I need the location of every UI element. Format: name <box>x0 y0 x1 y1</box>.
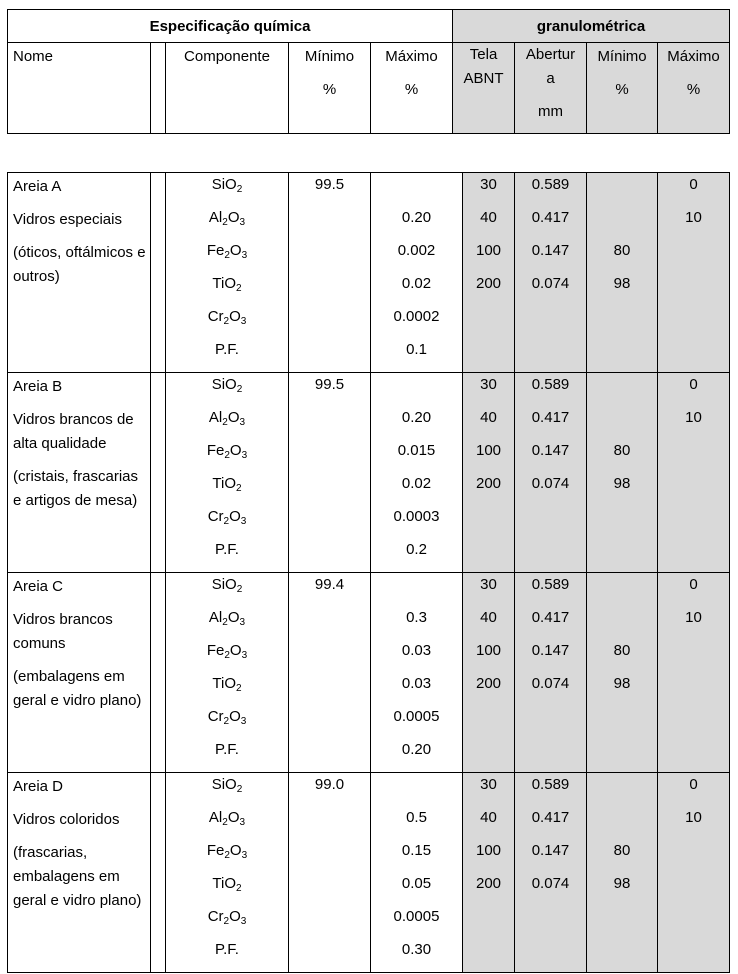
component-cell <box>166 573 289 773</box>
component-name: TiO$_2$ <box>212 675 242 694</box>
abertura-cell-value: 0.147 <box>531 842 570 859</box>
gran-minimo-cell-value <box>587 173 657 206</box>
component-name: P.F. <box>215 341 239 358</box>
minimo-cell-value <box>289 639 370 672</box>
minimo-cell-value <box>289 872 370 905</box>
maximo-cell <box>371 573 463 773</box>
maximo-cell-value: 0.15 <box>401 842 432 859</box>
minimo-cell <box>289 773 371 973</box>
gran-maximo-cell-value: 10 <box>685 609 702 626</box>
minimo-cell-value <box>289 406 370 439</box>
abertura-cell-value: 0.589 <box>531 176 570 193</box>
abertura-cell-value: 0.074 <box>531 475 570 492</box>
maximo-cell-value: 0.2 <box>406 541 427 558</box>
abertura-cell <box>515 173 587 373</box>
maximo-cell-value: 0.1 <box>406 341 427 358</box>
abertura-cell-value: 0.417 <box>531 409 570 426</box>
maximo-cell-value: 0.0005 <box>393 908 440 925</box>
gran-minimo-cell-value <box>587 606 657 639</box>
maximo-cell-value: 0.02 <box>401 475 432 492</box>
minimo-cell <box>289 173 371 373</box>
maximo-cell-value: 0.5 <box>406 809 427 826</box>
tela-cell <box>463 573 515 773</box>
col-tela-abnt: Tela ABNT <box>453 43 515 134</box>
group-name: Areia B <box>13 378 63 395</box>
component-name: $Al_2O_3$ <box>208 209 246 228</box>
gran-maximo-cell-value <box>658 639 729 672</box>
maximo-cell-value: 0.3 <box>406 609 427 626</box>
group-description: (embalagens em geral e vidro plano) <box>13 668 142 709</box>
gran-minimo-cell <box>587 573 658 773</box>
group-name: Areia C <box>13 578 64 595</box>
gran-minimo-cell-value <box>587 206 657 239</box>
minimo-cell-value <box>289 839 370 872</box>
tela-cell-value: 100 <box>475 842 502 859</box>
minimo-cell-value <box>289 439 370 472</box>
tela-cell-value: 30 <box>480 576 497 593</box>
group-description: Vidros coloridos <box>13 811 120 828</box>
gran-minimo-cell-value: 80 <box>613 442 631 459</box>
minimo-cell-value: 99.0 <box>314 776 345 793</box>
group-description: (cristais, frascarias e artigos de mesa) <box>13 468 139 509</box>
maximo-cell-value: 0.03 <box>401 642 432 659</box>
gran-maximo-cell-value: 10 <box>685 209 702 226</box>
gran-minimo-cell-value <box>587 406 657 439</box>
tela-cell-value: 200 <box>475 275 502 292</box>
tela-cell-value: 30 <box>480 376 497 393</box>
minimo-cell <box>289 573 371 773</box>
gran-maximo-cell-value: 10 <box>685 809 702 826</box>
gran-minimo-cell-value <box>587 806 657 839</box>
group-description: (frascarias, embalagens em geral e vidro plano) <box>13 844 142 909</box>
component-name: $Fe_2O_3$ <box>206 242 248 261</box>
component-name: SiO$_2$ <box>211 576 243 595</box>
maximo-cell <box>371 173 463 373</box>
component-name: TiO$_2$ <box>212 475 242 494</box>
component-cell <box>166 773 289 973</box>
gran-minimo-cell-value: 80 <box>613 242 631 259</box>
spacer-cell <box>151 173 166 373</box>
abertura-cell-value: 0.589 <box>531 776 570 793</box>
maximo-cell-value: 0.20 <box>401 409 432 426</box>
col-nome: Nome <box>8 43 151 134</box>
minimo-cell-value: 99.4 <box>314 576 345 593</box>
maximo-cell-value: 0.002 <box>397 242 436 259</box>
group-description: Vidros brancos comuns <box>13 611 113 652</box>
tela-cell-value: 100 <box>475 442 502 459</box>
gran-minimo-cell-value: 98 <box>613 275 631 292</box>
group-name-cell <box>8 773 151 973</box>
component-cell <box>166 173 289 373</box>
tela-cell-value: 40 <box>480 809 497 826</box>
gran-minimo-cell-value: 98 <box>613 475 631 492</box>
header-table <box>7 9 730 134</box>
abertura-cell-value: 0.147 <box>531 642 570 659</box>
component-name: $Fe_2O_3$ <box>206 842 248 861</box>
maximo-cell-value: 0.0003 <box>393 508 440 525</box>
tela-cell-value: 30 <box>480 776 497 793</box>
data-table <box>7 172 730 973</box>
table-row <box>8 773 730 973</box>
minimo-cell <box>289 373 371 573</box>
group-name-cell <box>8 373 151 573</box>
abertura-cell-value: 0.417 <box>531 209 570 226</box>
component-name: TiO$_2$ <box>212 875 242 894</box>
col-maximo: Máximo % <box>371 43 453 134</box>
maximo-cell-value: 0.30 <box>401 941 432 958</box>
minimo-cell-value <box>289 505 370 538</box>
gran-minimo-cell-value <box>587 573 657 606</box>
gran-minimo-cell-value: 80 <box>613 842 631 859</box>
minimo-cell-value: 99.5 <box>314 376 345 393</box>
component-name: SiO$_2$ <box>211 776 243 795</box>
maximo-cell <box>371 773 463 973</box>
abertura-cell-value: 0.147 <box>531 242 570 259</box>
component-name: $Fe_2O_3$ <box>206 442 248 461</box>
maximo-cell-value: 0.0002 <box>393 308 440 325</box>
gran-maximo-cell-value <box>658 472 729 505</box>
group-name: Areia D <box>13 778 64 795</box>
minimo-cell-value <box>289 905 370 938</box>
tela-cell-value: 40 <box>480 209 497 226</box>
gran-maximo-cell <box>658 573 730 773</box>
tela-cell-value: 100 <box>475 242 502 259</box>
maximo-cell-value: 0.20 <box>401 741 432 758</box>
col-abertura: Abertur a mm <box>515 43 587 134</box>
spacer-cell <box>151 773 166 973</box>
component-name: $Cr_2O_3$ <box>207 908 247 927</box>
abertura-cell-value: 0.417 <box>531 809 570 826</box>
gran-minimo-cell-value <box>587 773 657 806</box>
gran-maximo-cell-value: 0 <box>689 376 698 393</box>
col-gran-maximo: Máximo % <box>658 43 730 134</box>
group-name: Areia A <box>13 178 62 195</box>
minimo-cell-value <box>289 806 370 839</box>
gran-maximo-cell <box>658 373 730 573</box>
component-cell <box>166 373 289 573</box>
minimo-cell-value <box>289 538 370 571</box>
minimo-cell-value <box>289 738 370 771</box>
col-gran-minimo: Mínimo % <box>587 43 658 134</box>
component-name: P.F. <box>215 741 239 758</box>
abertura-cell <box>515 373 587 573</box>
col-componente: Componente <box>166 43 289 134</box>
component-name: SiO$_2$ <box>211 176 243 195</box>
gran-maximo-cell-value: 0 <box>689 776 698 793</box>
maximo-cell-value <box>371 173 462 206</box>
gran-maximo-cell <box>658 773 730 973</box>
group-description: Vidros brancos de alta qualidade <box>13 411 134 452</box>
abertura-cell <box>515 773 587 973</box>
gran-minimo-cell <box>587 373 658 573</box>
table-row <box>8 173 730 373</box>
maximo-cell-value: 0.02 <box>401 275 432 292</box>
component-name: $Fe_2O_3$ <box>206 642 248 661</box>
abertura-cell-value: 0.417 <box>531 609 570 626</box>
table-row <box>8 373 730 573</box>
gran-maximo-cell-value <box>658 672 729 705</box>
component-name: $Al_2O_3$ <box>208 609 246 628</box>
gran-maximo-cell-value <box>658 872 729 905</box>
tela-cell <box>463 373 515 573</box>
component-name: SiO$_2$ <box>211 376 243 395</box>
tela-cell-value: 200 <box>475 475 502 492</box>
abertura-cell-value: 0.074 <box>531 275 570 292</box>
tela-cell <box>463 173 515 373</box>
col-spacer <box>151 43 166 134</box>
maximo-cell-value: 0.015 <box>397 442 436 459</box>
component-name: P.F. <box>215 541 239 558</box>
minimo-cell-value <box>289 472 370 505</box>
tela-cell-value: 40 <box>480 409 497 426</box>
gran-maximo-cell-value <box>658 839 729 872</box>
minimo-cell-value <box>289 272 370 305</box>
minimo-cell-value <box>289 206 370 239</box>
abertura-cell-value: 0.589 <box>531 576 570 593</box>
gran-minimo-cell-value: 98 <box>613 875 631 892</box>
gran-maximo-cell-value <box>658 239 729 272</box>
abertura-cell-value: 0.074 <box>531 875 570 892</box>
maximo-cell-value: 0.05 <box>401 875 432 892</box>
minimo-cell-value: 99.5 <box>314 176 345 193</box>
header-chemical-spec: Especificação química <box>8 10 453 43</box>
maximo-cell-value <box>371 573 462 606</box>
component-name: $Al_2O_3$ <box>208 409 246 428</box>
minimo-cell-value <box>289 938 370 971</box>
maximo-cell-value: 0.20 <box>401 209 432 226</box>
gran-maximo-cell-value: 0 <box>689 576 698 593</box>
maximo-cell <box>371 373 463 573</box>
maximo-cell-value <box>371 373 462 406</box>
table-row <box>8 573 730 773</box>
component-name: $Cr_2O_3$ <box>207 508 247 527</box>
minimo-cell-value <box>289 338 370 371</box>
tela-cell-value: 200 <box>475 875 502 892</box>
gran-minimo-cell <box>587 173 658 373</box>
group-description: (óticos, oftálmicos e outros) <box>13 244 146 285</box>
abertura-cell-value: 0.074 <box>531 675 570 692</box>
gran-minimo-cell <box>587 773 658 973</box>
col-minimo: Mínimo % <box>289 43 371 134</box>
maximo-cell-value: 0.03 <box>401 675 432 692</box>
group-description: Vidros especiais <box>13 211 122 228</box>
minimo-cell-value <box>289 705 370 738</box>
gran-maximo-cell-value: 0 <box>689 176 698 193</box>
component-name: P.F. <box>215 941 239 958</box>
maximo-cell-value <box>371 773 462 806</box>
gran-maximo-cell-value: 10 <box>685 409 702 426</box>
gran-maximo-cell <box>658 173 730 373</box>
tela-cell-value: 100 <box>475 642 502 659</box>
spacer-cell <box>151 573 166 773</box>
gran-minimo-cell-value: 98 <box>613 675 631 692</box>
group-name-cell <box>8 573 151 773</box>
tela-cell-value: 30 <box>480 176 497 193</box>
component-name: $Cr_2O_3$ <box>207 308 247 327</box>
component-name: $Cr_2O_3$ <box>207 708 247 727</box>
tela-cell-value: 200 <box>475 675 502 692</box>
component-name: $Al_2O_3$ <box>208 809 246 828</box>
gran-maximo-cell-value <box>658 272 729 305</box>
abertura-cell <box>515 573 587 773</box>
minimo-cell-value <box>289 606 370 639</box>
minimo-cell-value <box>289 305 370 338</box>
maximo-cell-value: 0.0005 <box>393 708 440 725</box>
minimo-cell-value <box>289 672 370 705</box>
component-name: TiO$_2$ <box>212 275 242 294</box>
minimo-cell-value <box>289 239 370 272</box>
gran-minimo-cell-value: 80 <box>613 642 631 659</box>
tela-cell-value: 40 <box>480 609 497 626</box>
tela-cell <box>463 773 515 973</box>
gran-maximo-cell-value <box>658 439 729 472</box>
abertura-cell-value: 0.147 <box>531 442 570 459</box>
spacer-cell <box>151 373 166 573</box>
abertura-cell-value: 0.589 <box>531 376 570 393</box>
gran-minimo-cell-value <box>587 373 657 406</box>
header-granulometric: granulométrica <box>453 10 730 43</box>
group-name-cell <box>8 173 151 373</box>
